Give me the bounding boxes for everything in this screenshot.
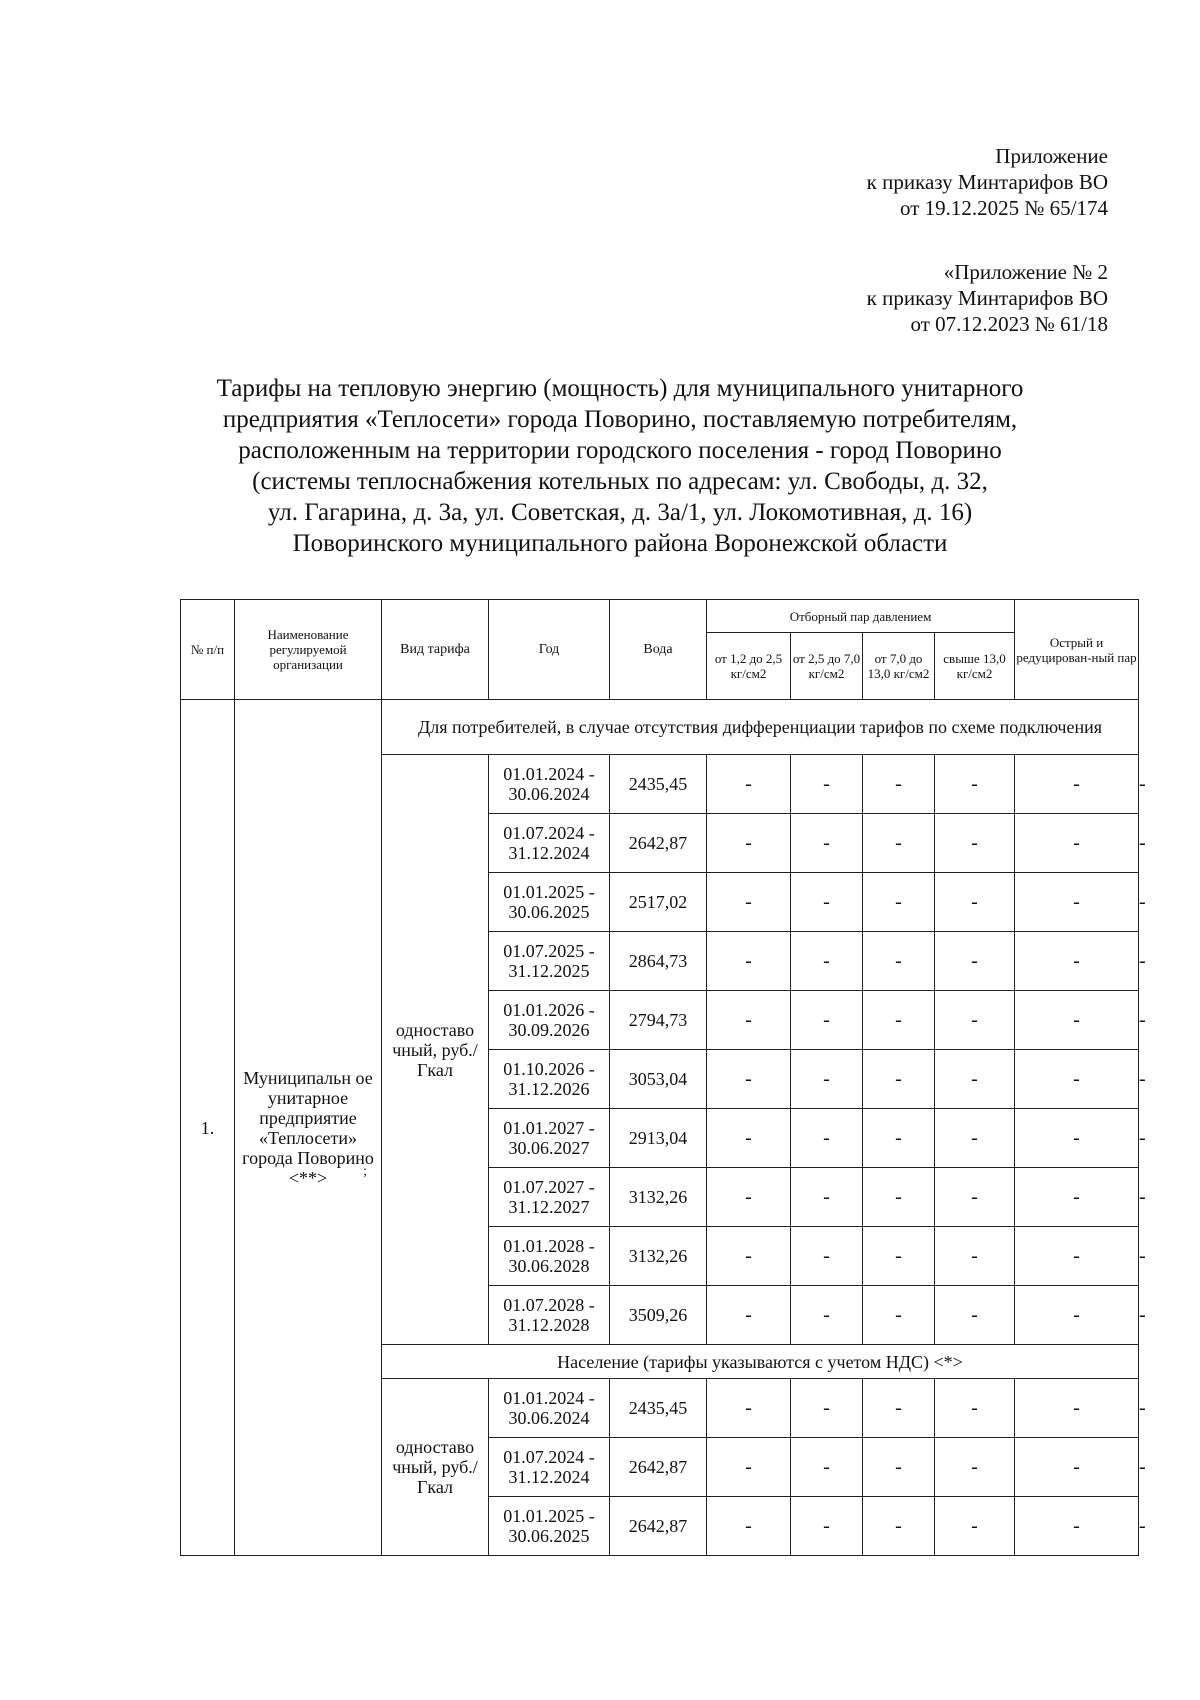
empty-value: - [935, 1286, 1015, 1345]
organization-name [235, 700, 382, 1556]
empty-value: - [1015, 1438, 1139, 1497]
water-tariff-cell: 2642,87 [610, 1438, 707, 1497]
empty-value: - [935, 814, 1015, 873]
title-line: (системы теплоснабжения котельных по адресам: ул. Свободы, д. 32, [252, 468, 988, 495]
empty-value: - [707, 991, 791, 1050]
empty-value: - [935, 1497, 1015, 1556]
table-row: 01.01.2027 - 30.06.2027 2913,04 - - - - - - [181, 1109, 1139, 1168]
period-cell: 01.10.2026 - 31.12.2026 [489, 1050, 610, 1109]
empty-value: - [935, 1227, 1015, 1286]
empty-value: - [791, 932, 863, 991]
empty-value: - [707, 814, 791, 873]
col-header-sharp-steam: Острый и редуцирован-ный пар [1015, 600, 1139, 700]
empty-value: - [1015, 1286, 1139, 1345]
empty-value: - [863, 1168, 935, 1227]
empty-value: - [791, 1497, 863, 1556]
col-header-year: Год [489, 600, 610, 700]
period-cell: 01.07.2028 - 31.12.2028 [489, 1286, 610, 1345]
appendix-label: Приложение [995, 144, 1108, 168]
table-row: одноставо чный, руб./Гкал 01.01.2024 - 30.06.2024 2435,45 - - - - - - [181, 755, 1139, 814]
empty-value: - [935, 1438, 1015, 1497]
water-tariff-cell: 2435,45 [610, 1379, 707, 1438]
period-cell: 01.07.2027 - 31.12.2027 [489, 1168, 610, 1227]
empty-value: - [791, 1286, 863, 1345]
period-cell: 01.07.2024 - 31.12.2024 [489, 1438, 610, 1497]
document-title [120, 373, 1120, 559]
empty-value: - [791, 1438, 863, 1497]
col-header-steam-group: Отборный пар давлением [707, 600, 1015, 633]
period-cell: 01.07.2024 - 31.12.2024 [489, 814, 610, 873]
empty-value: - [707, 1497, 791, 1556]
water-tariff-cell: 2913,04 [610, 1109, 707, 1168]
empty-value: - [1015, 1109, 1139, 1168]
empty-value: - [1015, 814, 1139, 873]
section-header-consumers: Для потребителей, в случае отсутствия дифференциации тарифов по схеме подключения [382, 700, 1139, 755]
empty-value: - [791, 991, 863, 1050]
col-header-water: Вода [610, 600, 707, 700]
empty-value: - [1015, 1227, 1139, 1286]
water-tariff-cell: 2642,87 [610, 1497, 707, 1556]
empty-value: - [935, 1109, 1015, 1168]
empty-value: - [1015, 1168, 1139, 1227]
table-row: 01.01.2026 - 30.09.2026 2794,73 - - - - - - [181, 991, 1139, 1050]
title-line: Тарифы на тепловую энергию (мощность) для муниципального унитарного [216, 375, 1024, 402]
appendix2-header [867, 259, 1108, 337]
tariff-table-body [181, 600, 1146, 1556]
table-row [181, 700, 1139, 755]
empty-value: - [707, 1168, 791, 1227]
empty-value: - [1015, 873, 1139, 932]
period-cell: 01.01.2028 - 30.06.2028 [489, 1227, 610, 1286]
empty-value: - [707, 1109, 791, 1168]
section-header-population: Население (тарифы указываются с учетом НДС) <*> [382, 1345, 1139, 1379]
empty-value: - [863, 1379, 935, 1438]
tariff-kind: одноставо чный, руб./Гкал [382, 1379, 489, 1556]
table-row: 01.07.2028 - 31.12.2028 3509,26 - - - - - - [181, 1286, 1139, 1345]
empty-value: - [935, 932, 1015, 991]
period-cell: 01.07.2025 - 31.12.2025 [489, 932, 610, 991]
empty-value: - [707, 1379, 791, 1438]
empty-value: - [863, 1497, 935, 1556]
water-tariff-cell: 2864,73 [610, 932, 707, 991]
table-row: 01.07.2024 - 31.12.2024 2642,87 - - - - - - [181, 1438, 1139, 1497]
empty-value: - [1015, 932, 1139, 991]
title-line: ул. Гагарина, д. 3а, ул. Советская, д. 3а/1, ул. Локомотивная, д. 16) [267, 499, 973, 526]
empty-value: - [791, 1109, 863, 1168]
empty-value: - [935, 1379, 1015, 1438]
period-cell: 01.01.2026 - 30.09.2026 [489, 991, 610, 1050]
empty-value: - [863, 1227, 935, 1286]
period-cell: 01.01.2024 - 30.06.2024 [489, 755, 610, 814]
table-row: 01.07.2024 - 31.12.2024 2642,87 - - - - - - [181, 814, 1139, 873]
table-row: 01.01.2025 - 30.06.2025 2517,02 - - - - - - [181, 873, 1139, 932]
col-header-org: Наименование регулируемой организации [235, 600, 382, 700]
water-tariff-cell: 2794,73 [610, 991, 707, 1050]
empty-value: - [863, 1050, 935, 1109]
appendix2-label: «Приложение № 2 [943, 260, 1108, 284]
empty-value: - [1015, 1050, 1139, 1109]
empty-value: - [707, 1227, 791, 1286]
empty-value: - [791, 1227, 863, 1286]
empty-value: - [935, 991, 1015, 1050]
header-row [181, 600, 1139, 633]
empty-value: - [935, 1050, 1015, 1109]
water-tariff-cell: 3132,26 [610, 1168, 707, 1227]
tariff-kind: одноставо чный, руб./Гкал [382, 755, 489, 1345]
empty-value: - [1015, 1379, 1139, 1438]
period-cell: 01.01.2024 - 30.06.2024 [489, 1379, 610, 1438]
empty-value: - [1015, 1497, 1139, 1556]
water-tariff-cell: 3053,04 [610, 1050, 707, 1109]
empty-value: - [863, 873, 935, 932]
scan-mark: ; [363, 1163, 367, 1179]
empty-value: - [707, 932, 791, 991]
table-row: 01.01.2025 - 30.06.2025 2642,87 - - - - - - [181, 1497, 1139, 1556]
empty-value: - [935, 873, 1015, 932]
col-header-kind: Вид тарифа [382, 600, 489, 700]
col-header-steam-2: от 2,5 до 7,0 кг/см2 [791, 633, 863, 700]
table-row: 01.07.2027 - 31.12.2027 3132,26 - - - - - - [181, 1168, 1139, 1227]
order-ref: к приказу Минтарифов ВО [866, 170, 1108, 194]
empty-value: - [791, 1050, 863, 1109]
empty-value: - [707, 873, 791, 932]
title-line: предприятия «Теплосети» города Поворино, поставляемую потребителям, [222, 406, 1018, 433]
empty-value: - [707, 1050, 791, 1109]
water-tariff-cell: 2517,02 [610, 873, 707, 932]
order2-ref: к приказу Минтарифов ВО [866, 286, 1108, 310]
empty-value: - [791, 1379, 863, 1438]
empty-value: - [863, 932, 935, 991]
empty-value: - [863, 1109, 935, 1168]
empty-value: - [935, 755, 1015, 814]
title-line: Поворинского муниципального района Воронежской области [292, 530, 948, 557]
empty-value: - [1015, 991, 1139, 1050]
empty-value: - [791, 873, 863, 932]
empty-value: - [863, 755, 935, 814]
empty-value: - [863, 814, 935, 873]
water-tariff-cell: 2642,87 [610, 814, 707, 873]
empty-value: - [791, 755, 863, 814]
empty-value: - [707, 1438, 791, 1497]
empty-value: - [863, 991, 935, 1050]
table-row: одноставо чный, руб./Гкал 01.01.2024 - 30.06.2024 2435,45 - - - - - - [181, 1379, 1139, 1438]
empty-value: - [791, 814, 863, 873]
table-row: 01.07.2025 - 31.12.2025 2864,73 - - - - - - [181, 932, 1139, 991]
col-header-steam-3: от 7,0 до 13,0 кг/см2 [863, 633, 935, 700]
col-header-steam-4: свыше 13,0 кг/см2 [935, 633, 1015, 700]
empty-value: - [1015, 755, 1139, 814]
title-line: расположенным на территории городского поселения - город Поворино [238, 437, 1002, 464]
table-row: 01.10.2026 - 31.12.2026 3053,04 - - - - - - [181, 1050, 1139, 1109]
appendix-header [867, 143, 1108, 221]
water-tariff-cell: 3132,26 [610, 1227, 707, 1286]
empty-value: - [791, 1168, 863, 1227]
water-tariff-cell: 3509,26 [610, 1286, 707, 1345]
period-cell: 01.01.2027 - 30.06.2027 [489, 1109, 610, 1168]
empty-value: - [935, 1168, 1015, 1227]
tariff-table [180, 599, 1146, 1556]
empty-value: - [707, 755, 791, 814]
order2-date: от 07.12.2023 № 61/18 [910, 312, 1108, 336]
empty-value: - [863, 1438, 935, 1497]
water-tariff-cell: 2435,45 [610, 755, 707, 814]
order-date: от 19.12.2025 № 65/174 [899, 196, 1108, 220]
period-cell: 01.01.2025 - 30.06.2025 [489, 873, 610, 932]
col-header-steam-1: от 1,2 до 2,5 кг/см2 [707, 633, 791, 700]
col-header-num: № п/п [181, 600, 235, 700]
empty-value: - [707, 1286, 791, 1345]
organization-name-text: Муниципальн ое унитарное предприятие «Теплосети» города Поворино <**> [242, 1067, 374, 1188]
empty-value: - [863, 1286, 935, 1345]
row-number: 1. [181, 700, 235, 1556]
period-cell: 01.01.2025 - 30.06.2025 [489, 1497, 610, 1556]
table-row: 01.01.2028 - 30.06.2028 3132,26 - - - - - - [181, 1227, 1139, 1286]
